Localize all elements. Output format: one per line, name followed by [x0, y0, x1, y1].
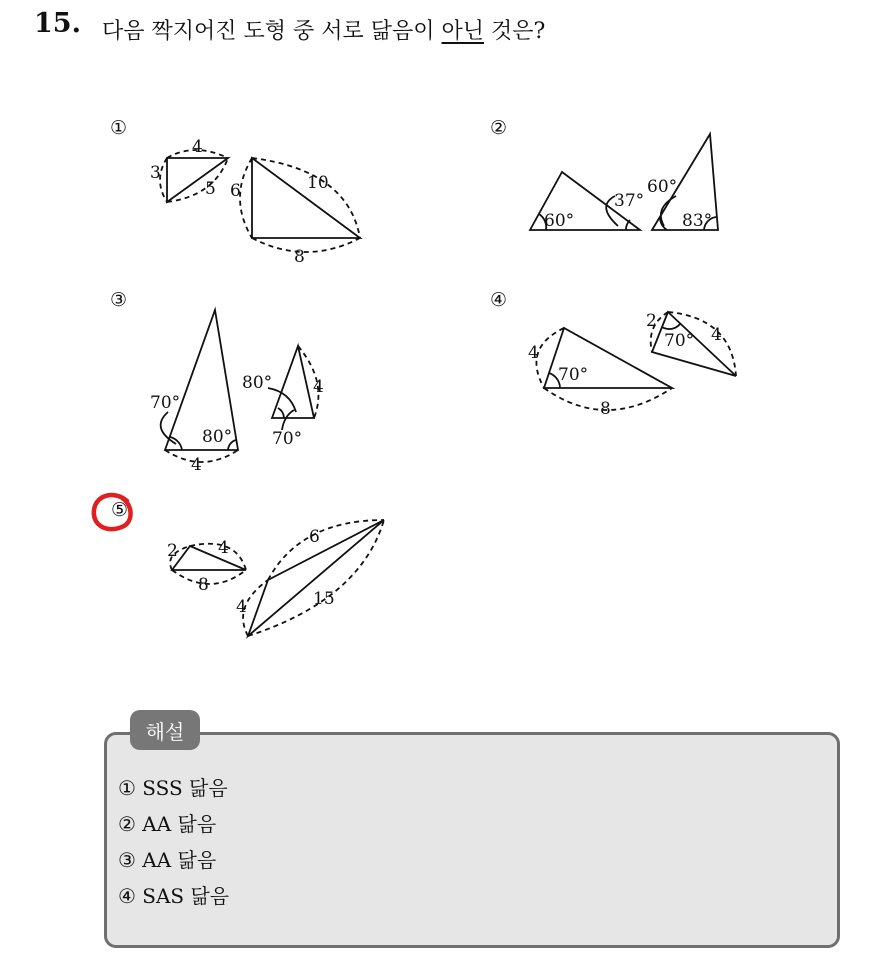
angle-label: 70° [272, 429, 303, 449]
triangle-large [536, 328, 672, 410]
explanation-line: ③ AA 닮음 [118, 848, 217, 872]
explanation-list [118, 770, 229, 914]
side-label: 4 [218, 538, 229, 558]
side-label: 15 [313, 589, 335, 609]
question-text-underlined: 아닌 [441, 19, 485, 44]
option-marker-2: ② [490, 117, 508, 139]
side-label: 10 [307, 173, 329, 193]
side-label: 4 [528, 343, 539, 363]
side-label: 6 [309, 527, 320, 547]
explanation-line: ① SSS 닮음 [118, 776, 228, 800]
question-number: 15. [34, 8, 81, 39]
side-label: 4 [236, 597, 247, 617]
side-label: 8 [294, 247, 305, 267]
triangle-small [268, 346, 318, 430]
side-label: 4 [191, 455, 202, 475]
angle-label: 37° [614, 191, 645, 211]
option-4[interactable] [490, 289, 736, 419]
angle-label: 70° [150, 393, 181, 413]
option-3[interactable] [110, 289, 324, 475]
side-label: 6 [230, 181, 241, 201]
angle-label: 60° [544, 211, 575, 231]
angle-label: 80° [242, 373, 273, 393]
angle-label: 70° [558, 365, 589, 385]
explanation-line: ② AA 닮음 [118, 812, 217, 836]
angle-label: 70° [664, 331, 695, 351]
side-label: 4 [711, 325, 722, 345]
side-label: 4 [313, 377, 324, 397]
question-text-before: 다음 짝지어진 도형 중 서로 닮음이 [102, 19, 442, 44]
option-1[interactable] [110, 117, 360, 267]
side-label: 8 [198, 575, 209, 595]
side-label: 8 [600, 399, 611, 419]
option-2[interactable] [490, 117, 718, 231]
side-label: 4 [192, 137, 203, 157]
explanation-tag: 해설 [130, 710, 200, 750]
option-marker-5: ⑤ [111, 499, 129, 521]
triangle-large [240, 158, 360, 252]
explanation-line: ④ SAS 닮음 [118, 884, 230, 908]
option-marker-3: ③ [110, 289, 128, 311]
angle-label: 83° [682, 211, 713, 231]
question-text-after: 것은? [484, 19, 546, 44]
option-marker-4: ④ [490, 289, 508, 311]
side-label: 2 [646, 311, 657, 331]
side-label: 3 [150, 163, 161, 183]
side-label: 5 [205, 179, 216, 199]
side-label: 2 [167, 541, 178, 561]
angle-label: 80° [202, 427, 233, 447]
triangle-small [160, 150, 228, 202]
option-marker-1: ① [110, 117, 128, 139]
option-5[interactable] [94, 495, 384, 636]
angle-label: 60° [647, 177, 678, 197]
